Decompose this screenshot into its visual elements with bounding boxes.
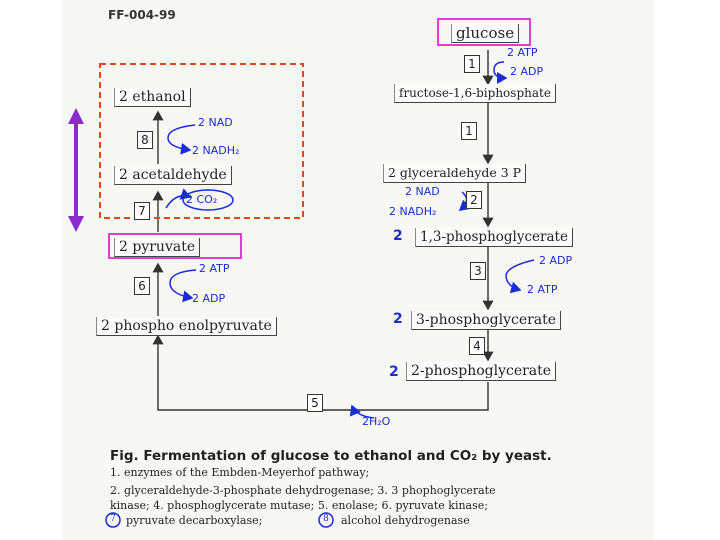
caption-line-2: 2. glyceraldehyde-3-phosphate dehydrogenase; 3. 3 phophoglycerate [110,484,496,497]
acetaldehyde-box: 2 acetaldehyde [114,166,232,185]
glucose-highlight [437,18,531,46]
adp-output-note: 2 ADP [510,65,544,78]
circled-7-label: 7 [110,514,116,524]
phosphoenolpyruvate-box: 2 phospho enolpyruvate [96,317,277,336]
glyceraldehyde-3p-box: 2 glyceraldehyde 3 P [383,164,526,183]
bisphosphoglycerate-box: 1,3-phosphoglycerate [415,228,573,247]
nad-step8-note: 2 NAD [198,116,233,129]
fructose-bisphosphate-box: fructose-1,6-biphosphate [394,84,556,103]
step-2-label: 2 [466,191,482,209]
pg2-coefficient: 2 [389,364,399,380]
nad-input-note: 2 NAD [405,185,440,198]
water-output-note: 2H₂O [362,415,391,428]
document-code: FF-004-99 [108,8,176,22]
2-phosphoglycerate-box: 2-phosphoglycerate [406,362,556,381]
step-3-label: 3 [470,262,486,280]
figure-caption-title: Fig. Fermentation of glucose to ethanol and CO₂ by yeast. [110,448,552,464]
step-7-label: 7 [134,202,150,220]
step-6-label: 6 [134,277,150,295]
adp-step6-note: 2 ADP [192,292,226,305]
step-5-label: 5 [307,394,323,412]
step-1a-label: 1 [464,55,480,73]
circled-8-label: 8 [323,514,329,524]
atp-output-step3-note: 2 ATP [527,283,558,296]
step-8-label: 8 [137,131,153,149]
nadh-step8-note: 2 NADH₂ [192,144,240,157]
step-1b-label: 1 [461,122,477,140]
bpg-coefficient: 2 [393,228,403,244]
nadh-output-note: 2 NADH₂ [389,205,437,218]
pyruvate-highlight [108,233,242,259]
glucose-box: glucose [451,24,519,43]
step-4-label: 4 [469,337,485,355]
ethanol-box: 2 ethanol [114,88,191,107]
caption-line-4a: pyruvate decarboxylase; [126,514,263,527]
adp-input-step3-note: 2 ADP [539,254,573,267]
co2-output-note: 2 CO₂ [186,193,218,206]
caption-line-1: 1. enzymes of the Embden-Meyerhof pathway; [110,466,370,479]
3-phosphoglycerate-box: 3-phosphoglycerate [411,311,561,330]
atp-step6-note: 2 ATP [199,262,230,275]
pyruvate-box: 2 pyruvate [114,238,200,257]
atp-input-note: 2 ATP [507,46,538,59]
pg3-coefficient: 2 [393,311,403,327]
caption-line-4b: alcohol dehydrogenase [341,514,470,527]
caption-line-3: kinase; 4. phosphoglycerate mutase; 5. enolase; 6. pyruvate kinase; [110,499,488,512]
